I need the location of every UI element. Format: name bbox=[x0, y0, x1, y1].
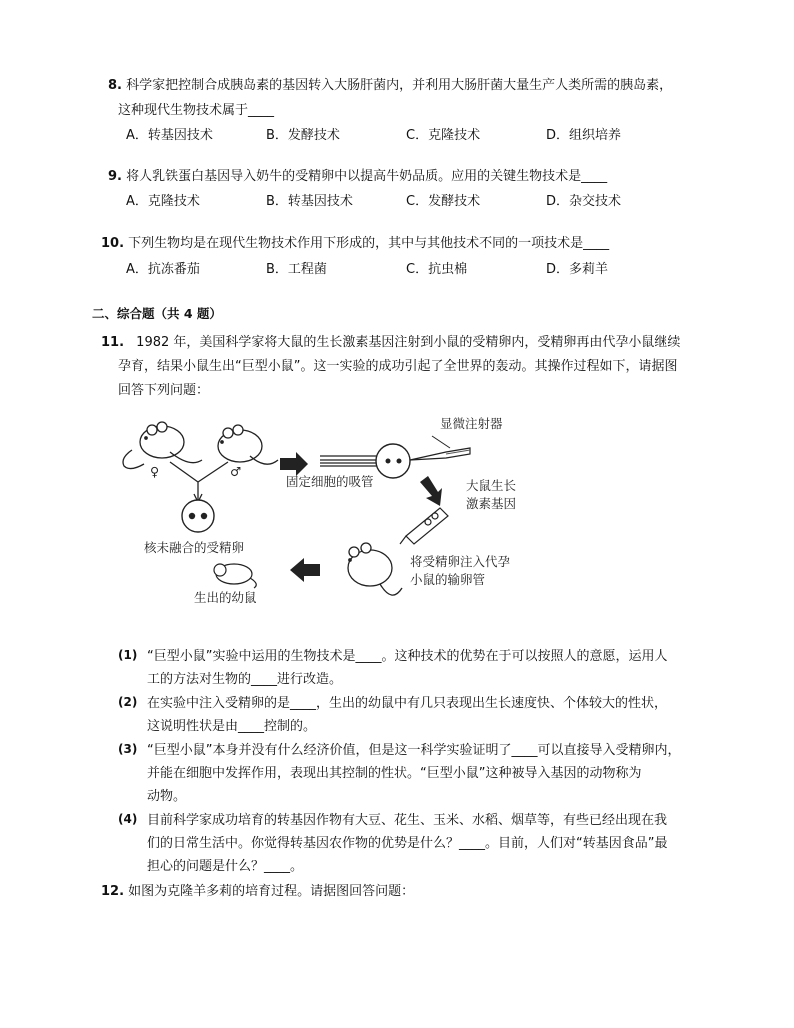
question-number: 12. bbox=[101, 884, 125, 899]
option-b[interactable]: B．转基因技术 bbox=[266, 194, 353, 209]
option-c[interactable]: C．发酵技术 bbox=[406, 194, 481, 209]
subquestion-3-line3: 动物。 bbox=[147, 789, 187, 804]
section-title: 二、综合题（共 4 题） bbox=[92, 306, 222, 321]
question-text-line2: 这种现代生物技术属于____ bbox=[118, 103, 275, 118]
option-a[interactable]: A．抗冻番茄 bbox=[126, 262, 200, 277]
label-inject-line1: 将受精卵注入代孕 bbox=[410, 554, 511, 569]
question-text-line3: 回答下列问题： bbox=[118, 383, 210, 398]
arrow-left-icon bbox=[290, 558, 320, 582]
surrogate-mouse-icon bbox=[348, 543, 402, 595]
female-symbol: ♀ bbox=[150, 464, 160, 479]
male-mouse-icon bbox=[218, 425, 278, 464]
subquestion-1-line1: “巨型小鼠”实验中运用的生物技术是____。这种技术的优势在于可以按照人的意愿，运用人 bbox=[147, 649, 668, 664]
question-11 bbox=[101, 333, 680, 353]
fertilized-egg-icon bbox=[182, 500, 214, 532]
option-d[interactable]: D．组织培养 bbox=[546, 128, 622, 143]
question-8 bbox=[108, 76, 672, 96]
option-b[interactable]: B．发酵技术 bbox=[266, 128, 340, 143]
subquestion-2-number-visible: (2) bbox=[118, 695, 138, 709]
micro-injector-icon bbox=[410, 448, 470, 460]
subquestion-1-line2: 工的方法对生物的____进行改造。 bbox=[147, 672, 343, 687]
question-text: 1982 年，美国科学家将大鼠的生长激素基因注射到小鼠的受精卵内，受精卵再由代孕小鼠继续 bbox=[136, 335, 681, 350]
female-mouse-icon bbox=[123, 422, 202, 469]
subquestion-4-number: (4) bbox=[118, 812, 138, 826]
subquestion-3-line2: 并能在细胞中发挥作用，表现出其控制的性状。“巨型小鼠”这种被导入基因的动物称为 bbox=[147, 766, 642, 781]
label-gene-line2: 激素基因 bbox=[466, 496, 517, 511]
label-inject-line2: 小鼠的输卵管 bbox=[410, 572, 486, 587]
question-10 bbox=[101, 234, 609, 254]
subquestion-4-line1: 目前科学家成功培育的转基因作物有大豆、花生、玉米、水稻、烟草等，有些已经出现在我 bbox=[147, 813, 668, 828]
subquestion-4-line2: 们的日常生活中。你觉得转基因农作物的优势是什么？____。目前，人们对“转基因食品”最 bbox=[147, 836, 668, 851]
label-pipette: 固定细胞的吸管 bbox=[286, 474, 374, 489]
subquestion-2-line1: 在实验中注入受精卵的是____，生出的幼鼠中有几只表现出生长速度快、个体较大的性状， bbox=[147, 696, 668, 711]
pipette-icon bbox=[320, 456, 382, 466]
question-text: 如图为克隆羊多莉的培育过程。请据图回答问题： bbox=[128, 884, 415, 899]
question-text: 将人乳铁蛋白基因导入奶牛的受精卵中以提高牛奶品质。应用的关键生物技术是____ bbox=[126, 169, 608, 184]
question-12 bbox=[101, 882, 414, 902]
label-pups: 生出的幼鼠 bbox=[194, 590, 257, 605]
option-b[interactable]: B．工程菌 bbox=[266, 262, 327, 277]
label-gene-line1: 大鼠生长 bbox=[466, 478, 517, 493]
question-9 bbox=[108, 167, 607, 187]
subquestion-1-number: (1) bbox=[118, 648, 138, 662]
question-text: 科学家把控制合成胰岛素的基因转入大肠肝菌内，并利用大肠肝菌大量生产人类所需的胰岛素， bbox=[126, 78, 673, 93]
baby-mouse-icon bbox=[214, 564, 256, 588]
egg-cell-icon bbox=[376, 444, 410, 478]
option-a[interactable]: A．转基因技术 bbox=[126, 128, 213, 143]
question-number: 11. bbox=[101, 335, 125, 350]
question-text: 下列生物均是在现代生物技术作用下形成的，其中与其他技术不同的一项技术是____ bbox=[128, 236, 610, 251]
label-fertilized-egg: 核未融合的受精卵 bbox=[144, 540, 245, 555]
question-number: 10. bbox=[101, 236, 125, 251]
arrow-down-icon bbox=[420, 476, 442, 506]
label-injector: 显微注射器 bbox=[440, 416, 503, 431]
option-c[interactable]: C．克隆技术 bbox=[406, 128, 481, 143]
male-symbol: ♂ bbox=[230, 464, 242, 479]
option-c[interactable]: C．抗虫棉 bbox=[406, 262, 468, 277]
subquestion-4-line3: 担心的问题是什么？____。 bbox=[147, 859, 304, 874]
option-d[interactable]: D．杂交技术 bbox=[546, 194, 622, 209]
question-number: 8. bbox=[108, 78, 122, 93]
subquestion-2-line2: 这说明性状是由____控制的。 bbox=[147, 719, 317, 734]
question-number: 9. bbox=[108, 169, 122, 184]
syringe-icon bbox=[400, 508, 448, 544]
subquestion-3-line1: “巨型小鼠”本身并没有什么经济价值，但是这一科学实验证明了____可以直接导入受精卵内， bbox=[147, 743, 681, 758]
option-a[interactable]: A．克隆技术 bbox=[126, 194, 200, 209]
question-text-line2: 孕育，结果小鼠生出“巨型小鼠”。这一实验的成功引起了全世界的轰动。其操作过程如下，请据图 bbox=[118, 359, 678, 374]
subquestion-3-number: (3) bbox=[118, 742, 138, 756]
option-d[interactable]: D．多莉羊 bbox=[546, 262, 609, 277]
